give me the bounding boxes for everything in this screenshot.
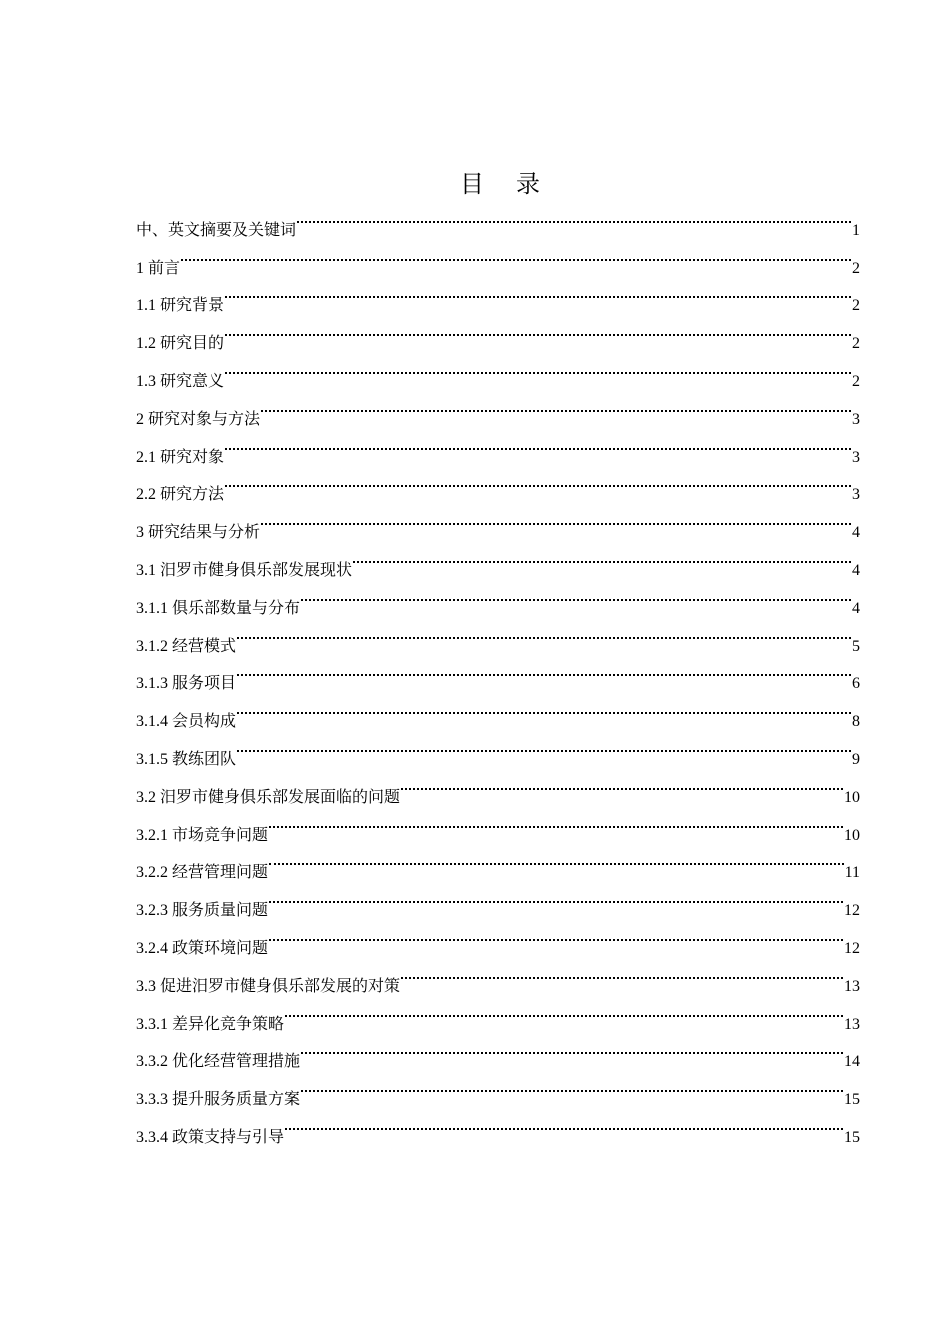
toc-entry-title: 2.1 研究对象 xyxy=(136,448,225,466)
toc-entry-title: 中、英文摘要及关键词 xyxy=(136,221,297,239)
toc-dot-leader xyxy=(268,877,844,915)
toc-entry[interactable] xyxy=(136,310,860,353)
toc-entry-page-number: 1 xyxy=(852,221,860,239)
toc-dot-leader xyxy=(400,764,844,802)
toc-dot-leader xyxy=(236,688,852,726)
toc-entry-page-number: 4 xyxy=(852,524,860,542)
toc-dot-leader xyxy=(268,802,844,840)
toc-entry[interactable] xyxy=(136,764,860,806)
toc-entry[interactable] xyxy=(136,499,860,542)
toc-entry-page-number: 13 xyxy=(844,977,860,995)
toc-dot-leader xyxy=(236,651,852,689)
toc-entry-title: 3.3.3 提升服务质量方案 xyxy=(136,1091,301,1109)
toc-dot-leader xyxy=(260,499,852,537)
toc-entry-page-number: 9 xyxy=(852,750,860,768)
title-char-1: 目 xyxy=(460,170,484,198)
toc-entry-title: 3.3.2 优化经营管理措施 xyxy=(136,1053,301,1071)
toc-dot-leader xyxy=(284,1104,844,1142)
toc-entry-page-number: 15 xyxy=(844,1091,860,1109)
toc-entry-page-number: 3 xyxy=(852,410,860,428)
toc-entry-title: 1.3 研究意义 xyxy=(136,372,225,390)
toc-dot-leader xyxy=(400,953,844,991)
toc-entry-title: 3 研究结果与分析 xyxy=(136,524,261,542)
toc-entry[interactable] xyxy=(136,197,860,239)
toc-dot-leader xyxy=(300,1029,844,1067)
toc-dot-leader xyxy=(236,726,852,764)
toc-entry[interactable] xyxy=(136,348,860,390)
toc-entry-page-number: 4 xyxy=(852,561,860,579)
toc-entry-title: 3.2.2 经营管理问题 xyxy=(136,864,269,882)
title-char-2: 录 xyxy=(516,170,540,198)
toc-entry-title: 3.3 促进汨罗市健身俱乐部发展的对策 xyxy=(136,977,401,995)
toc-entry-title: 1.2 研究目的 xyxy=(136,335,225,353)
toc-entry-page-number: 5 xyxy=(852,637,860,655)
toc-entry-page-number: 10 xyxy=(844,826,860,844)
toc-entry-page-number: 2 xyxy=(852,372,860,390)
toc-entry[interactable] xyxy=(136,424,860,466)
toc-entry[interactable] xyxy=(136,651,860,693)
toc-entry-title: 1.1 研究背景 xyxy=(136,297,225,315)
toc-entry-page-number: 12 xyxy=(844,939,860,957)
toc-entry-page-number: 3 xyxy=(852,448,860,466)
toc-entry-title: 3.1.3 服务项目 xyxy=(136,675,237,693)
toc-dot-leader xyxy=(300,1066,844,1104)
toc-entry-page-number: 12 xyxy=(844,902,860,920)
toc-entry-page-number: 4 xyxy=(852,599,860,617)
toc-entry-title: 3.1.5 教练团队 xyxy=(136,750,237,768)
toc-entry[interactable] xyxy=(136,273,860,315)
toc-entry-page-number: 15 xyxy=(844,1128,860,1146)
toc-entry-title: 2.2 研究方法 xyxy=(136,486,225,504)
toc-entry[interactable] xyxy=(136,726,860,768)
toc-entry-page-number: 13 xyxy=(844,1015,860,1033)
toc-dot-leader xyxy=(284,991,844,1029)
toc-entry-title: 3.1 汨罗市健身俱乐部发展现状 xyxy=(136,561,353,579)
toc-entry[interactable] xyxy=(136,688,860,731)
toc-dot-leader xyxy=(224,424,852,462)
toc-dot-leader xyxy=(224,462,852,500)
toc-dot-leader xyxy=(224,348,852,386)
toc-dot-leader xyxy=(268,915,844,953)
toc-entry-title: 3.2.1 市场竞争问题 xyxy=(136,826,269,844)
toc-entry-title: 3.3.4 政策支持与引导 xyxy=(136,1128,285,1146)
toc-entry-page-number: 10 xyxy=(844,788,860,806)
toc-entry-page-number: 14 xyxy=(844,1053,860,1071)
toc-entry-title: 2 研究对象与方法 xyxy=(136,410,261,428)
toc-entry-title: 1 前言 xyxy=(136,259,181,277)
toc-dot-leader xyxy=(260,386,852,424)
toc-entry-page-number: 2 xyxy=(852,259,860,277)
toc-dot-leader xyxy=(180,235,852,273)
toc-dot-leader xyxy=(300,575,852,613)
toc-entry-page-number: 8 xyxy=(852,713,860,731)
toc-entry-page-number: 6 xyxy=(852,675,860,693)
toc-entry-title: 3.1.4 会员构成 xyxy=(136,713,237,731)
toc-entry[interactable] xyxy=(136,613,860,655)
toc-entry-title: 3.1.1 俱乐部数量与分布 xyxy=(136,599,301,617)
toc-entry-title: 3.3.1 差异化竞争策略 xyxy=(136,1015,285,1033)
toc-entry-title: 3.2.3 服务质量问题 xyxy=(136,902,269,920)
toc-dot-leader xyxy=(296,197,852,235)
toc-entry-title: 3.1.2 经营模式 xyxy=(136,637,237,655)
toc-entry-page-number: 2 xyxy=(852,335,860,353)
toc-dot-leader xyxy=(268,840,845,878)
toc-entry-title: 3.2 汨罗市健身俱乐部发展面临的问题 xyxy=(136,788,401,806)
toc-dot-leader xyxy=(224,310,852,348)
toc-dot-leader xyxy=(224,273,852,311)
toc-entry[interactable] xyxy=(136,462,860,504)
toc-entry-page-number: 2 xyxy=(852,297,860,315)
toc-entry[interactable] xyxy=(136,386,860,428)
toc-entry-page-number: 11 xyxy=(844,864,860,882)
table-of-contents xyxy=(136,197,860,1146)
toc-entry[interactable] xyxy=(136,235,860,277)
toc-dot-leader xyxy=(352,537,852,575)
toc-entry-page-number: 3 xyxy=(852,486,860,504)
toc-entry-title: 3.2.4 政策环境问题 xyxy=(136,939,269,957)
toc-dot-leader xyxy=(236,613,852,651)
